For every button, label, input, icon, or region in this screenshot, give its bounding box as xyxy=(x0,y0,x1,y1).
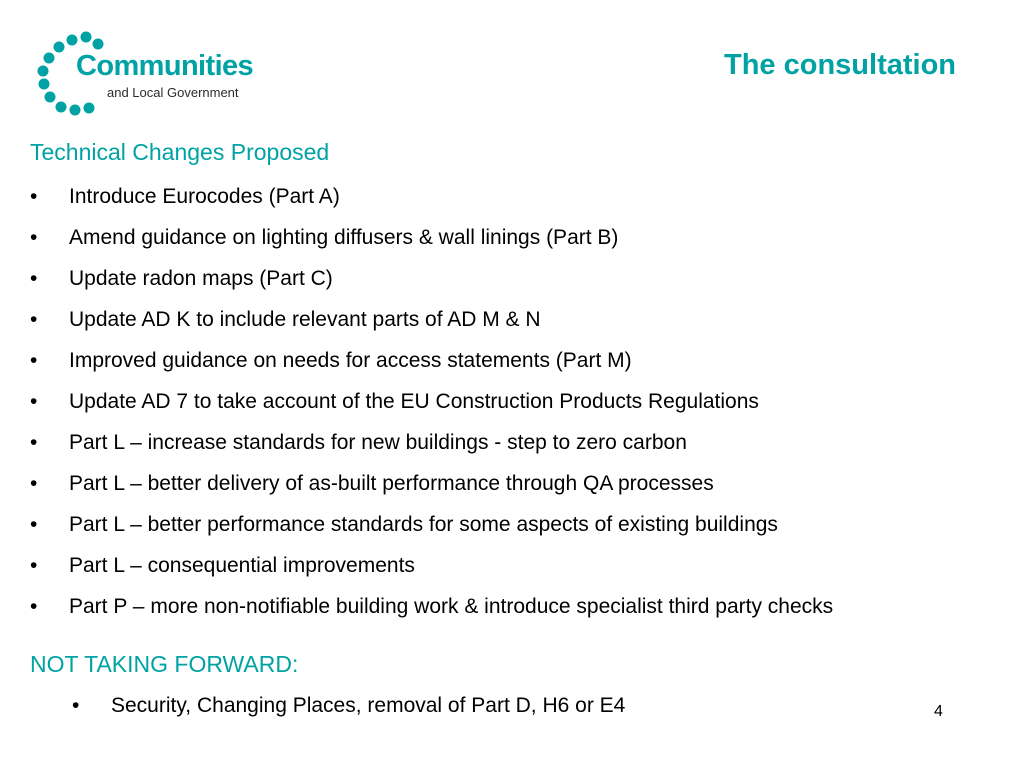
bullet-icon: • xyxy=(30,226,38,249)
logo-subline: and Local Government xyxy=(107,85,239,100)
technical-change-item xyxy=(30,266,1020,307)
technical-change-item xyxy=(30,307,1020,348)
not-taking-forward-item-text: Security, Changing Places, removal of Part D, H6 or E4 xyxy=(111,694,626,717)
bullet-icon: • xyxy=(30,595,38,618)
technical-change-item-text: Amend guidance on lighting diffusers & wall linings (Part B) xyxy=(69,226,619,249)
not-taking-forward-list xyxy=(72,693,872,723)
technical-change-item-text: Part P – more non-notifiable building work & introduce specialist third party checks xyxy=(69,595,834,618)
technical-change-item-text: Introduce Eurocodes (Part A) xyxy=(69,185,340,208)
technical-change-item-text: Part L – better performance standards for some aspects of existing buildings xyxy=(69,513,778,536)
bullet-icon: • xyxy=(30,431,38,454)
page-title: The consultation xyxy=(724,49,956,81)
technical-change-item-text: Part L – consequential improvements xyxy=(69,554,415,577)
technical-change-item xyxy=(30,184,1020,225)
bullet-icon: • xyxy=(30,390,38,413)
bullet-icon: • xyxy=(30,472,38,495)
technical-change-item xyxy=(30,389,1020,430)
technical-changes-list xyxy=(30,184,1020,635)
bullet-icon: • xyxy=(30,308,38,331)
bullet-icon: • xyxy=(72,694,80,717)
technical-change-item xyxy=(30,471,1020,512)
technical-change-item xyxy=(30,512,1020,553)
page-number: 4 xyxy=(934,703,943,720)
technical-change-item xyxy=(30,553,1020,594)
technical-change-item-text: Improved guidance on needs for access statements (Part M) xyxy=(69,349,632,372)
section-heading-technical: Technical Changes Proposed xyxy=(30,139,330,165)
technical-change-item xyxy=(30,594,1020,635)
technical-change-item-text: Update AD K to include relevant parts of AD M & N xyxy=(69,308,541,331)
not-taking-forward-item xyxy=(72,693,872,723)
communities-logo xyxy=(26,28,266,120)
bullet-icon: • xyxy=(30,513,38,536)
technical-change-item xyxy=(30,430,1020,471)
logo-wordmark: Communities xyxy=(76,50,254,82)
section-heading-not-taking-forward: NOT TAKING FORWARD: xyxy=(30,651,299,677)
technical-change-item-text: Part L – increase standards for new buildings - step to zero carbon xyxy=(69,431,687,454)
technical-change-item xyxy=(30,348,1020,389)
technical-change-item xyxy=(30,225,1020,266)
bullet-icon: • xyxy=(30,267,38,290)
technical-change-item-text: Update AD 7 to take account of the EU Construction Products Regulations xyxy=(69,390,759,413)
bullet-icon: • xyxy=(30,554,38,577)
technical-change-item-text: Update radon maps (Part C) xyxy=(69,267,333,290)
bullet-icon: • xyxy=(30,185,38,208)
bullet-icon: • xyxy=(30,349,38,372)
technical-change-item-text: Part L – better delivery of as-built performance through QA processes xyxy=(69,472,714,495)
